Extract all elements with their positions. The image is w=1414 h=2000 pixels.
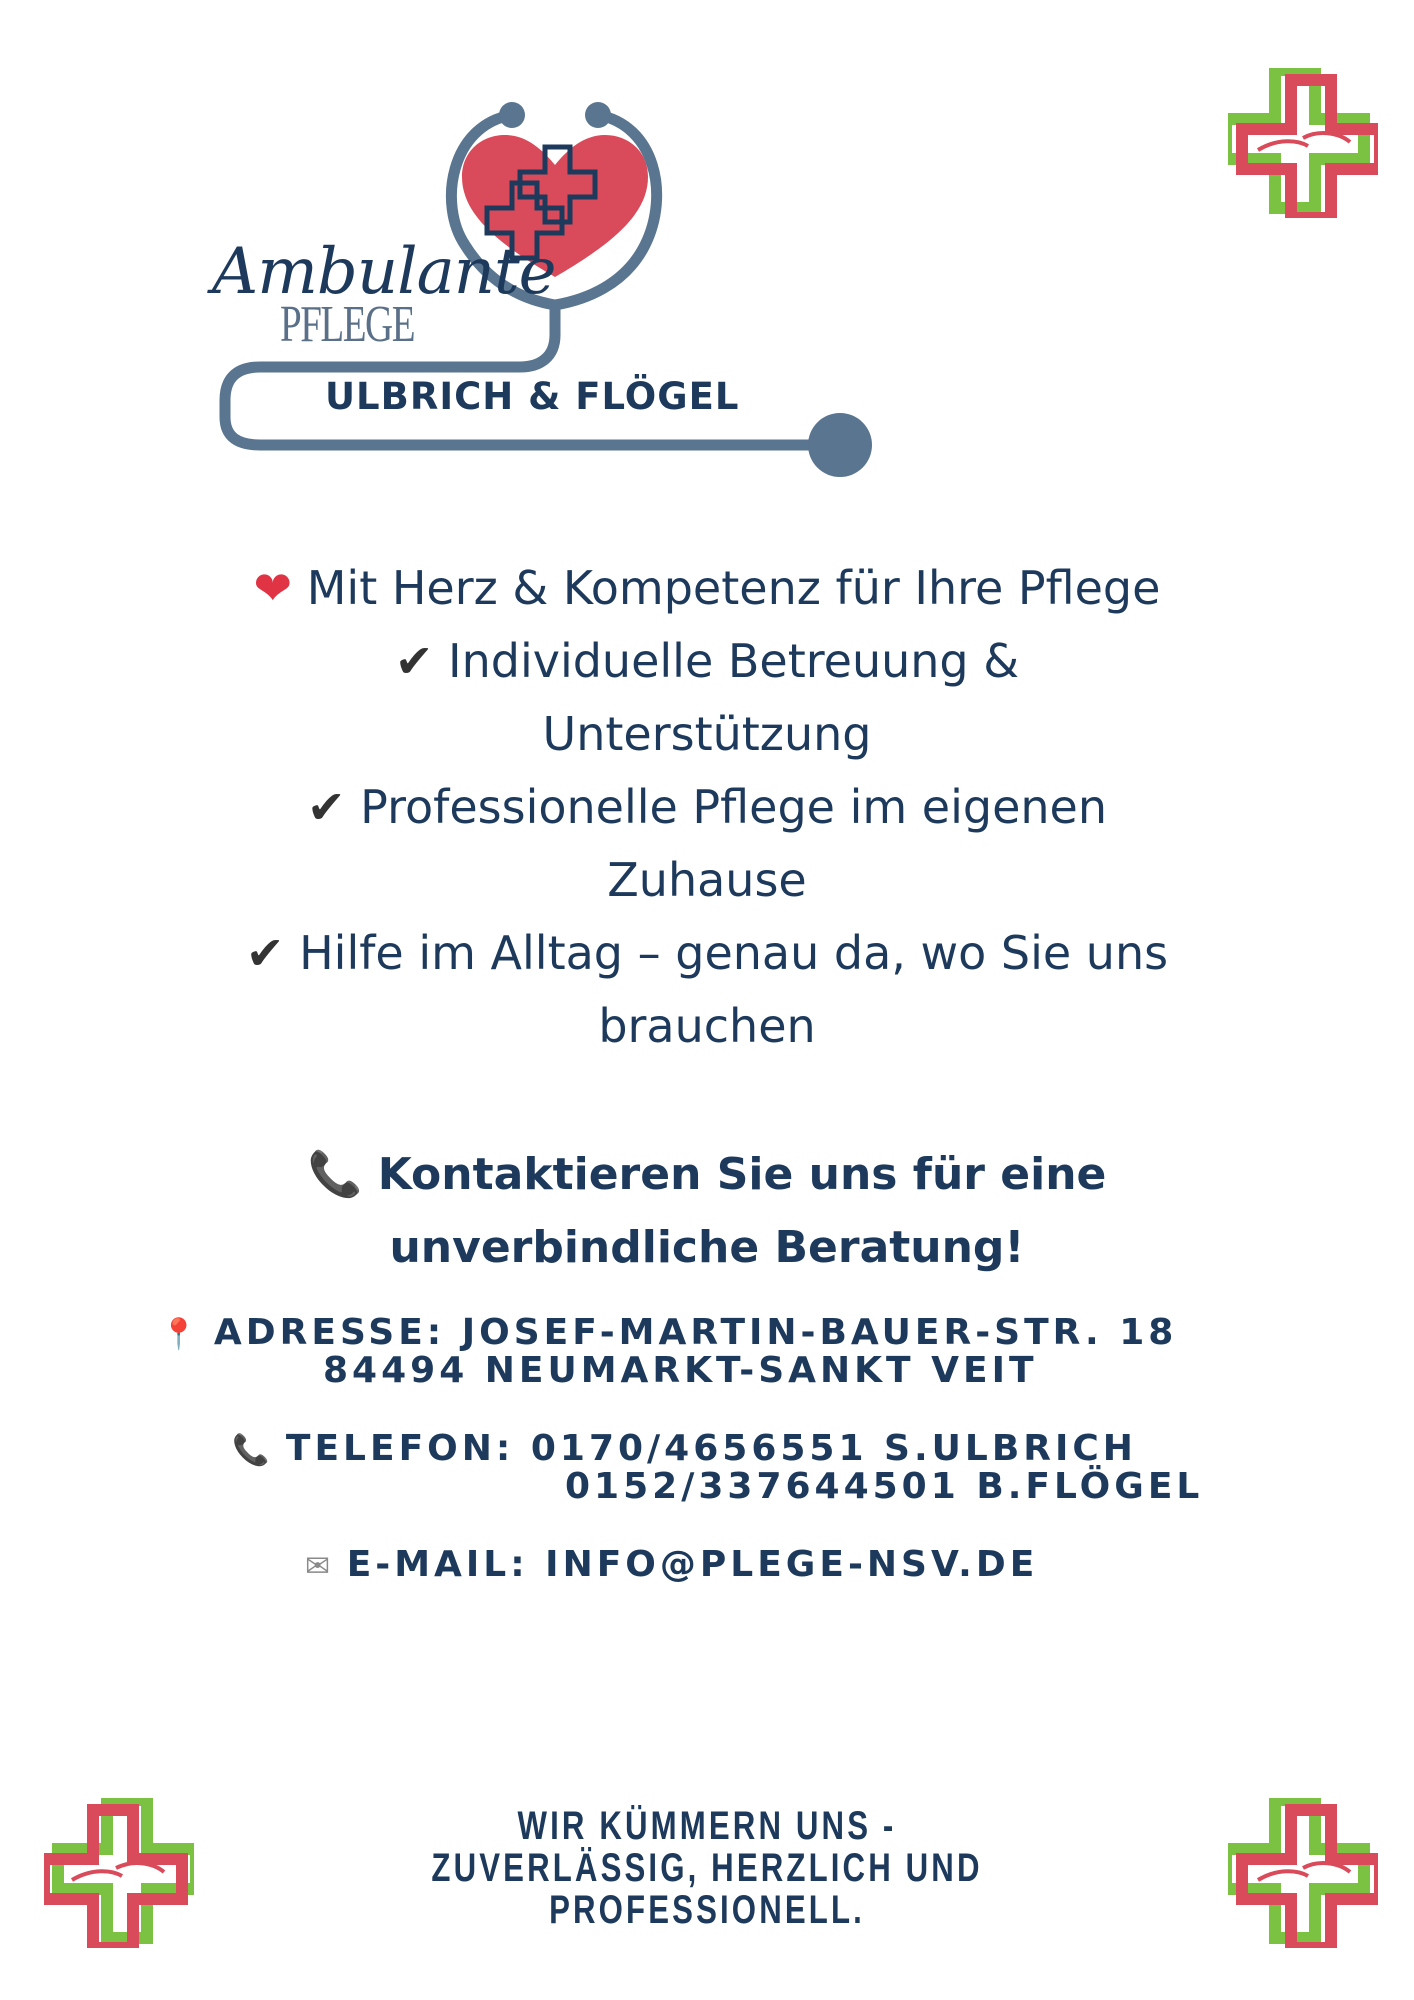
feature-item [120,917,1294,990]
envelope-icon: ✉ [305,1549,331,1584]
address-text[interactable]: ADRESSE: JOSEF-MARTIN-BAUER-STR. 18 [213,1312,1178,1353]
feature-text-continued: Unterstützung [542,707,872,761]
slogan-line1: WIR KÜMMERN UNS - [517,1804,897,1848]
feature-item [120,552,1294,625]
feature-text: Individuelle Betreuung & [448,634,1020,688]
telefon-line1 [232,1428,1137,1469]
check-icon: ✔ [245,926,285,980]
feature-text: Mit Herz & Kompetenz für Ihre Pflege [306,561,1161,615]
logo-company-name: ULBRICH & FLÖGEL [325,375,740,418]
feature-text: Professionelle Pflege im eigenen [360,780,1107,834]
care-cross-icon-top-right [1228,68,1378,218]
telefon-text[interactable]: TELEFON: 0170/4656551 S.ULBRICH [285,1428,1137,1469]
address-line1 [160,1312,1177,1353]
slogan [312,1805,1103,1931]
phone-icon: 📞 [307,1149,363,1200]
heart-icon: ❤ [253,561,293,615]
slogan-line2: ZUVERLÄSSIG, HERZLICH UND PROFESSIONELL. [431,1846,983,1932]
care-cross-icon-bottom-right [1228,1798,1378,1948]
logo-script: Ambulante [212,235,556,309]
feature-item [120,625,1294,698]
map-pin-icon: 📍 [160,1317,198,1352]
feature-text-continued: brauchen [598,999,816,1053]
check-icon: ✔ [307,780,346,834]
email-link[interactable]: E-MAIL: INFO@PLEGE-NSV.DE [346,1544,1039,1585]
check-icon: ✔ [394,634,434,688]
company-logo [200,95,890,485]
feature-item [120,771,1294,844]
contact-heading-line1: Kontaktieren Sie uns für eine [377,1149,1107,1200]
care-cross-icon-bottom-left [44,1798,194,1948]
contact-heading-line2: unverbindliche Beratung! [389,1222,1025,1273]
address-line2[interactable]: 84494 NEUMARKT-SANKT VEIT [323,1350,1038,1391]
phone-icon: 📞 [232,1433,270,1468]
telefon-line2[interactable]: 0152/337644501 B.FLÖGEL [565,1466,1204,1507]
email-line [305,1544,1038,1585]
feature-text: Hilfe im Alltag – genau da, wo Sie uns [299,926,1169,980]
logo-subtitle: PFLEGE [280,296,415,353]
feature-list [120,552,1294,1063]
contact-heading [120,1138,1294,1284]
feature-text-continued: Zuhause [607,853,807,907]
